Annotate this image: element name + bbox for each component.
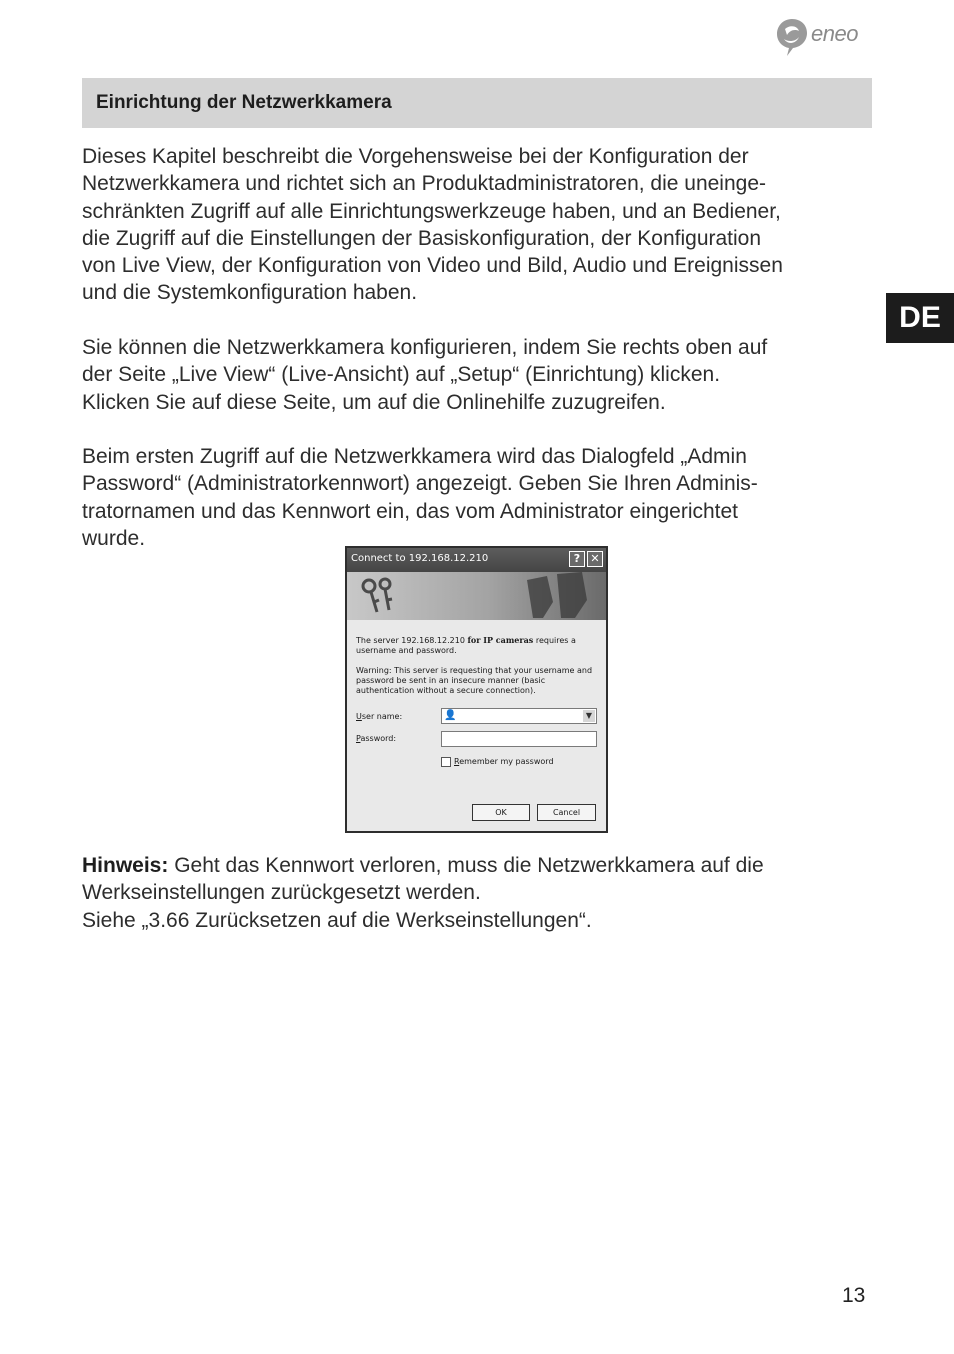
username-combobox[interactable]: [441, 708, 597, 724]
keys-icon: [347, 572, 606, 620]
chevron-down-icon[interactable]: ▼: [583, 710, 595, 722]
first-access-paragraph: [82, 443, 882, 552]
paragraph-line: Klicken Sie auf diese Seite, um auf die Onlinehilfe zuzugreifen.: [82, 390, 666, 414]
password-field[interactable]: [441, 731, 597, 747]
language-tab: DE: [886, 293, 954, 343]
username-label: [356, 712, 402, 722]
setup-paragraph: [82, 334, 882, 416]
remember-accesskey: R: [454, 757, 460, 766]
note-reference: Siehe „3.66 Zurücksetzen auf die Werkseinstellungen“.: [82, 908, 592, 932]
security-warning: Warning: This server is requesting that your username and password be sent in an insecure manner (basic authentication without a secure connection).: [356, 666, 593, 695]
paragraph-line: tratornamen und das Kennwort ein, das vom Administrator eingerichtet: [82, 499, 739, 523]
server-message-suffix: requires a username and password.: [356, 636, 576, 655]
close-button[interactable]: ✕: [587, 551, 603, 567]
paragraph-line: Beim ersten Zugriff auf die Netzwerkkamera wird das Dialogfeld „Admin: [82, 445, 747, 468]
cancel-button[interactable]: Cancel: [537, 804, 596, 821]
paragraph-line: wurde.: [82, 526, 146, 550]
dialog-banner: [347, 572, 606, 620]
section-header: [82, 78, 872, 128]
eneo-logo-icon: [775, 17, 809, 57]
note-paragraph: [82, 852, 882, 934]
remember-password-checkbox[interactable]: [441, 757, 451, 767]
paragraph-line: und die Systemkonfiguration haben.: [82, 281, 418, 305]
server-message-prefix: The server 192.168.12.210: [356, 636, 468, 645]
dialog-title: Connect to 192.168.12.210: [351, 553, 489, 564]
note-line: Werkseinstellungen zurückgesetzt werden.: [82, 881, 481, 905]
password-label-accesskey: P: [356, 734, 361, 743]
server-message: [356, 635, 596, 656]
help-button[interactable]: ?: [569, 551, 585, 567]
paragraph-line: Sie können die Netzwerkkamera konfigurieren, indem Sie rechts oben auf: [82, 336, 768, 359]
ok-button[interactable]: OK: [472, 804, 530, 821]
dialog-titlebar: [347, 548, 606, 572]
logo-text: eneo: [811, 21, 858, 46]
user-icon: 👤: [444, 710, 457, 721]
server-realm: for IP cameras: [467, 635, 534, 645]
page-number: 13: [842, 1284, 866, 1307]
note-label: Hinweis:: [82, 854, 169, 877]
password-label: [356, 734, 396, 744]
remember-password-label[interactable]: [454, 757, 554, 767]
username-label-text: ser name:: [361, 712, 403, 721]
login-dialog-screenshot: [345, 546, 608, 833]
password-label-text: assword:: [360, 734, 397, 743]
paragraph-line: der Seite „Live View“ (Live-Ansicht) auf „Setup“ (Einrichtung) klicken.: [82, 363, 721, 387]
note-text: Geht das Kennwort verloren, muss die Netzwerkkamera auf die: [168, 854, 764, 877]
intro-paragraph: [82, 143, 882, 307]
paragraph-line: Password“ (Administratorkennwort) angezeigt. Geben Sie Ihren Adminis-: [82, 472, 758, 496]
paragraph-line: schränkten Zugriff auf alle Einrichtungswerkzeuge haben, und an Bediener,: [82, 199, 781, 223]
username-label-accesskey: U: [356, 712, 362, 721]
paragraph-line: Dieses Kapitel beschreibt die Vorgehensweise bei der Konfiguration der: [82, 145, 749, 168]
remember-text: emember my password: [459, 757, 554, 766]
paragraph-line: die Zugriff auf die Einstellungen der Basiskonfiguration, der Konfiguration: [82, 226, 762, 250]
section-title: Einrichtung der Netzwerkkamera: [96, 92, 392, 113]
paragraph-line: von Live View, der Konfiguration von Video und Bild, Audio und Ereignissen: [82, 254, 783, 278]
brand-logo: [775, 17, 875, 59]
paragraph-line: Netzwerkkamera und richtet sich an Produktadministratoren, die uneinge-: [82, 172, 767, 196]
